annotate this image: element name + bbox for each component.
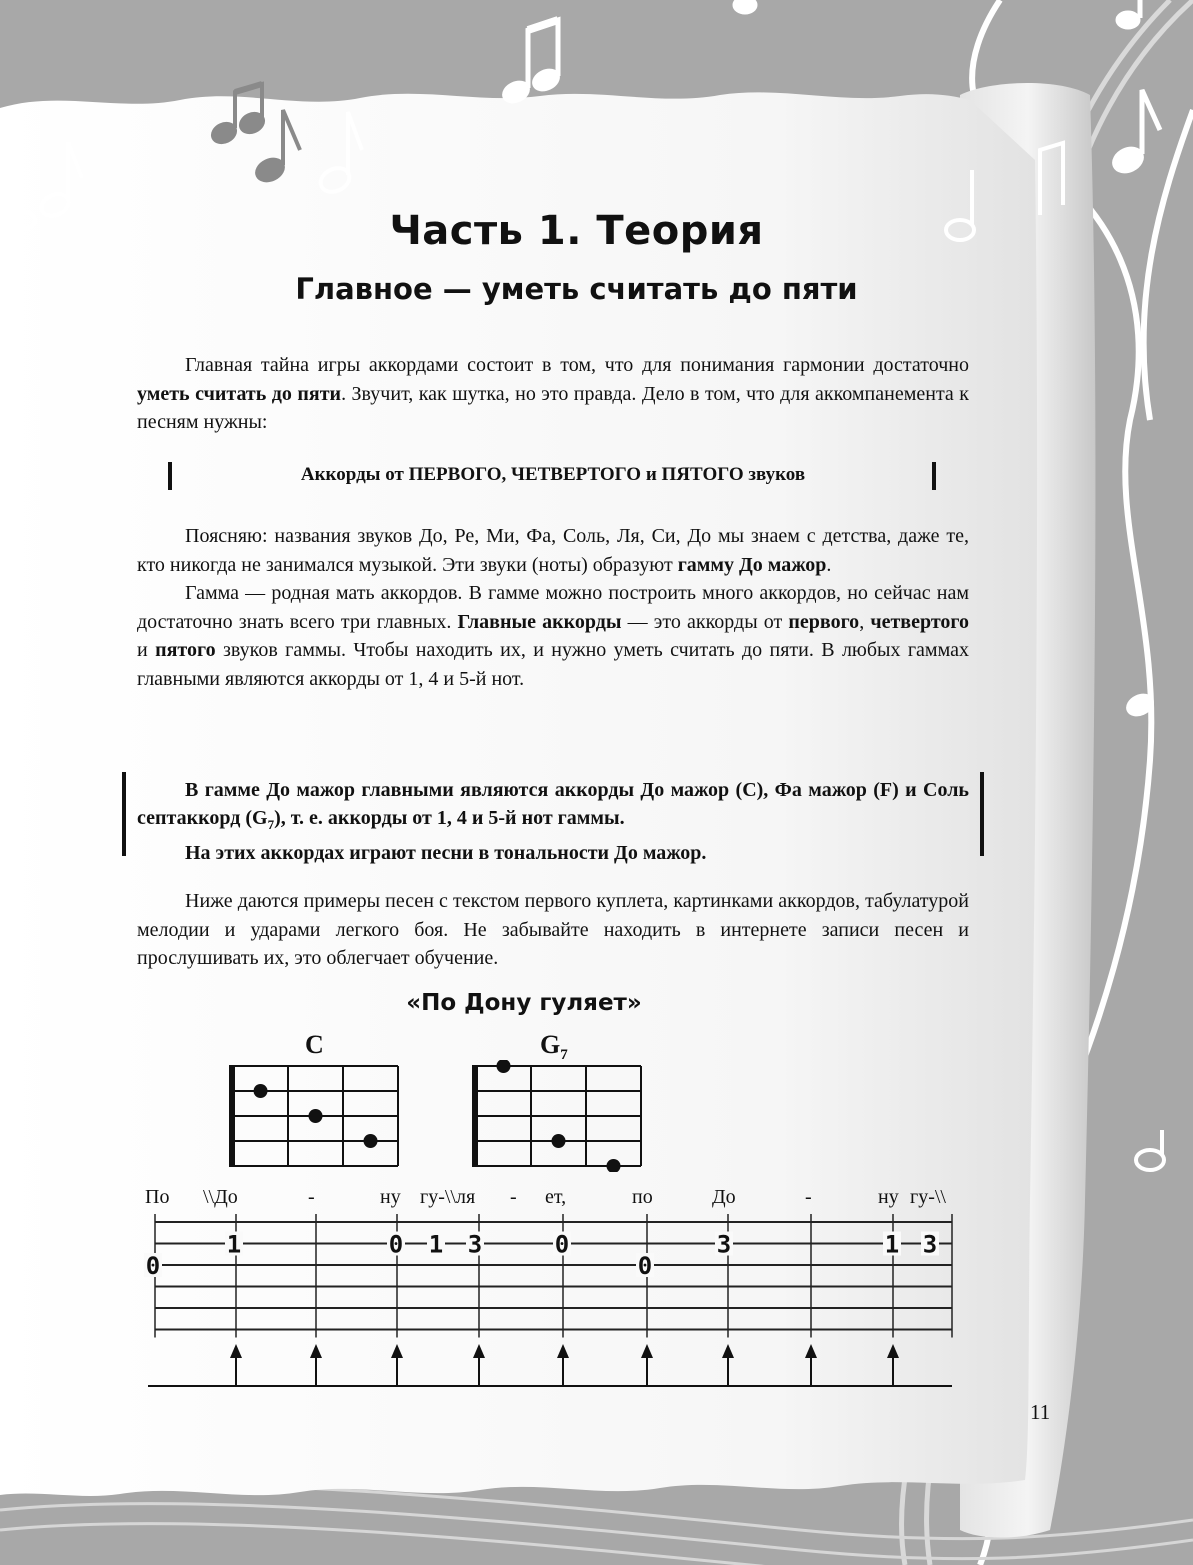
strum-arrow-head — [310, 1344, 322, 1358]
lyric-word: гу-\\ — [910, 1186, 946, 1208]
page-subtitle: Главное — уметь считать до пяти — [295, 272, 858, 306]
chord-name-g7-sub: 7 — [560, 1047, 568, 1064]
strum-arrow-head — [230, 1344, 242, 1358]
chord-diagram-g7 — [468, 1060, 648, 1172]
gamma-bold-4: пятого — [155, 639, 216, 661]
tab-fret-number: 3 — [716, 1230, 732, 1259]
chord-name-c: C — [305, 1030, 324, 1059]
tab-fret-number: 1 — [884, 1230, 900, 1259]
strum-arrow-head — [722, 1344, 734, 1358]
lyric-word: ет, — [545, 1186, 567, 1208]
chord-name-g7-letter: G — [540, 1030, 561, 1059]
callout2-line-2: ), т. е. аккорды от 1, 4 и 5-й нот гаммы. — [274, 807, 625, 829]
song-title: «По Дону гуляет» — [406, 990, 642, 1016]
chord-finger-dot — [254, 1084, 268, 1098]
gamma-bold-2: первого — [788, 610, 860, 633]
page-title: Часть 1. Теория — [389, 208, 764, 254]
gamma-bold-3: четвертого — [870, 610, 969, 633]
lyric-word: гу-\\ля — [420, 1186, 476, 1208]
gamma-bold-1: Главные аккорды — [457, 610, 622, 633]
callout2-line-3: На этих аккордах играют песни в тональности До мажор. — [185, 842, 707, 864]
callout2-subscript: 7 — [267, 817, 275, 832]
tab-fret-number: 0 — [554, 1230, 570, 1259]
strum-arrow-head — [391, 1344, 403, 1358]
tab-fret-number: 1 — [428, 1230, 444, 1259]
intro-text-2: . Звучит, как шутка, но это правда. Дело в том, что для аккомпанемента к песням нужны: — [137, 382, 969, 433]
page-number: 11 — [1030, 1400, 1051, 1424]
tab-fret-number: 1 — [226, 1230, 242, 1259]
tab-fret-number: 0 — [145, 1252, 161, 1280]
tab-fret-number: 0 — [637, 1252, 653, 1280]
lyric-word: \\До — [203, 1186, 238, 1208]
intro-bold-1: уметь считать до пяти — [137, 382, 342, 405]
lyric-word: До — [712, 1186, 736, 1208]
chord-finger-dot — [309, 1109, 323, 1123]
tablature — [0, 1200, 1193, 1400]
explain-bold-1: гамму До мажор — [677, 553, 827, 576]
explain-text-2: . — [826, 553, 832, 576]
chord-nut — [229, 1065, 235, 1167]
examples-paragraph — [137, 887, 969, 973]
gamma-text-3: , — [859, 610, 871, 633]
callout2-left-bar — [122, 772, 126, 856]
chord-nut — [472, 1065, 478, 1167]
callout2-line-1: В гамме До мажор главными являются аккорды До мажор (C), Фа мажор (F) и Соль септаккорд (G — [137, 779, 969, 829]
gamma-text-4: и — [137, 639, 156, 661]
strum-arrow-head — [557, 1344, 569, 1358]
intro-paragraph — [137, 351, 969, 437]
tab-fret-number: 3 — [467, 1230, 483, 1259]
lyric-word: - — [805, 1186, 812, 1208]
gamma-text-5: звуков гаммы. Чтобы находить их, и нужно уметь считать до пяти. В любых гаммах главными являются аккорды от 1, 4 и 5-й нот. — [137, 639, 969, 690]
tab-fret-number: 3 — [922, 1230, 938, 1259]
lyric-word: ну — [380, 1186, 401, 1208]
gamma-text-1: Гамма — родная мать аккордов. В гамме можно построить много аккордов, но сейчас нам достаточно знать всего три главных. — [137, 582, 969, 633]
chord-finger-dot — [552, 1134, 566, 1148]
gamma-text-2: — это аккорды от — [621, 610, 789, 633]
strum-arrow-head — [805, 1344, 817, 1358]
lyric-word: ну — [878, 1186, 899, 1208]
lyric-word: по — [632, 1186, 653, 1208]
explain-paragraph — [137, 522, 969, 693]
chord-diagram-c — [225, 1060, 405, 1172]
chord-finger-dot — [364, 1134, 378, 1148]
strum-arrow-head — [641, 1344, 653, 1358]
tab-fret-number: 0 — [388, 1230, 404, 1259]
chord-finger-dot — [607, 1159, 621, 1172]
intro-text-1: Главная тайна игры аккордами состоит в том, что для понимания гармонии достаточно — [185, 354, 969, 376]
lyric-word: По — [145, 1186, 170, 1208]
lyric-word: - — [308, 1186, 315, 1208]
explain-text-1: Поясняю: названия звуков До, Ре, Ми, Фа, Соль, Ля, Си, До мы знаем с детства, даже те, кто никогда не занимался музыкой. Эти звуки (ноты) образуют — [137, 525, 969, 576]
callout-c-major — [137, 776, 969, 867]
strum-arrow-head — [887, 1344, 899, 1358]
lyric-word: - — [510, 1186, 517, 1208]
chord-finger-dot — [497, 1060, 511, 1073]
callout-main-chords: Аккорды от ПЕРВОГО, ЧЕТВЕРТОГО и ПЯТОГО звуков — [300, 464, 806, 485]
examples-text: Ниже даются примеры песен с текстом первого куплета, картинками аккордов, табулатурой мелодии и ударами легкого боя. Не забывайте находить в интернете записи песен и прослушивать их, это облегчает обучение. — [137, 890, 969, 969]
callout2-right-bar — [980, 772, 984, 856]
strum-arrow-head — [473, 1344, 485, 1358]
